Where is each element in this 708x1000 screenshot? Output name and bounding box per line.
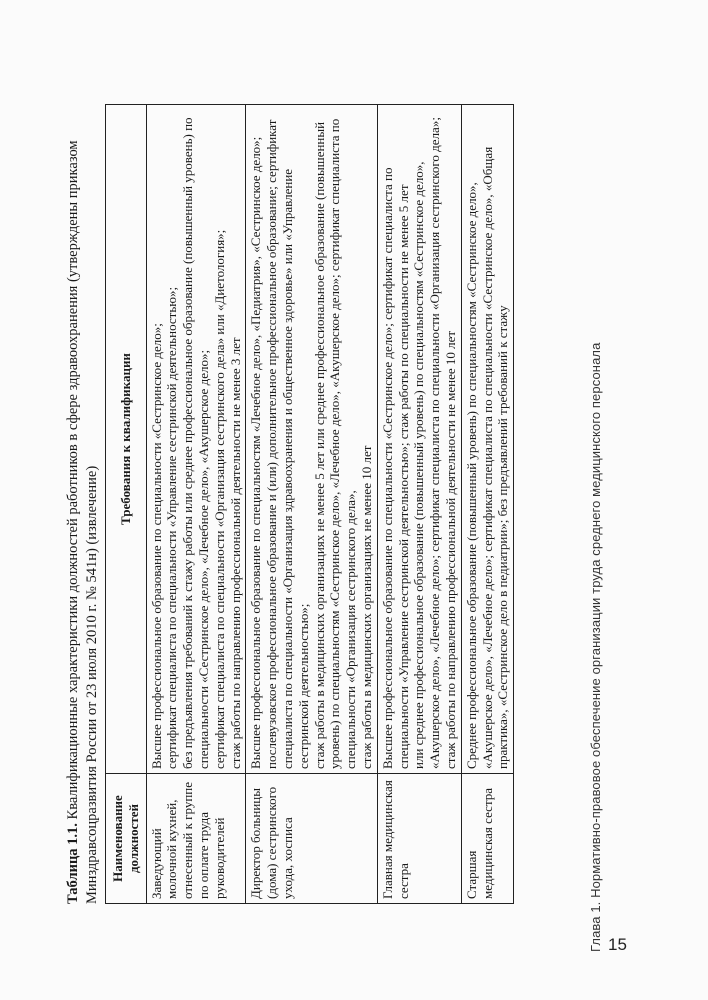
requirement-line: Высшее профессиональное образование по специальности «Сестринское дело»; сертификат специалиста по специальности «Управление сестринской деятельностью»; стаж работы по специальности не менее 5 лет xyxy=(379,167,411,769)
requirements-cell xyxy=(146,105,246,774)
table-caption-text: Квалификационные характеристики должностей работников в сфере здравоохранения (утверждены приказом Минздравсоцразвития России от 23 июля 2010 г. № 541н) (извлечение) xyxy=(65,140,100,904)
requirement-line: Высшее профессиональное образование по специальностям «Лечебное дело», «Педиатрия», «Сестринское дело»; послевузовское профессиональное образование и (или) дополнительное профессиональное образование; сертификат специалиста по специальности «Организация здравоохранения и общественное здоровье» или «Управление сестринской деятельностью»; xyxy=(248,119,311,769)
position-cell: Директор больницы (дома) сестринского ухода, хосписа xyxy=(246,774,377,904)
table-caption xyxy=(64,104,102,904)
position-cell: Старшая медицинская сестра xyxy=(461,774,513,904)
requirement-line: без предъявления требований к стажу работы или среднее профессиональное образование (повышенный уровень) по специальности «Сестринское дело», «Лечебное дело», «Акушерское дело»; xyxy=(180,117,211,769)
requirement-line: стаж работы в медицинских организациях не менее 5 лет или среднее профессиональное образование (повышенный уровень) по специальностям «Сестринское дело», «Лечебное дело», «Акушерское дело»; сертификат специалиста по специальности «Организация сестринского дела», xyxy=(311,118,359,769)
requirements-cell xyxy=(246,105,377,774)
requirement-line: Среднее профессиональное образование (повышенный уровень) по специальностям «Сестринское дело», «Акушерское дело», «Лечебное дело»; сертификат специалиста по специальности «Сестринское дело», «Общая практика», «Сестринское дело в педиатрии»; без предъявлений требований к стажу xyxy=(463,146,511,769)
table-row xyxy=(377,105,461,904)
requirements-cell xyxy=(377,105,461,774)
requirement-line: сертификат специалиста по специальности «Организация сестринского дела» или «Диетология»; xyxy=(211,229,227,769)
running-head: Глава 1. Нормативно-правовое обеспечение организации труда среднего медицинского персонала xyxy=(588,342,603,952)
qualification-table xyxy=(105,104,514,904)
table-row xyxy=(461,105,513,904)
requirement-line: или среднее профессиональное образование (повышенный уровень) по специальностям «Сестринское дело», «Акушерское дело», «Лечебное дело»; сертификат специалиста по специальности «Организация сестринского дела»; стаж работы по направлению профессиональной деятельности не менее 10 лет xyxy=(411,117,458,769)
header-position: Наименование должностей xyxy=(106,774,147,904)
table-caption-label: Таблица 1.1. xyxy=(65,823,81,904)
table-row xyxy=(146,105,246,904)
rotated-page-content xyxy=(60,72,650,952)
requirement-line: стаж работы по направлению профессиональной деятельности не менее 3 лет xyxy=(227,337,243,769)
position-cell: Главная медицинская сестра xyxy=(377,774,461,904)
requirement-line: стаж работы в медицинских организациях не менее 10 лет xyxy=(358,445,374,769)
requirement-line: сертификат специалиста по специальности «Управление сестринской деятельностью»; xyxy=(164,286,180,769)
position-cell: Заведующий молочной кухней, отнесенный к группе по оплате труда руководителей xyxy=(146,774,246,904)
page-number: 15 xyxy=(608,935,627,954)
header-requirements: Требования к квалификации xyxy=(106,105,147,774)
requirement-line: Высшее профессиональное образование по специальности «Сестринское дело»; xyxy=(148,323,164,769)
table-header-row xyxy=(106,105,147,904)
table-row xyxy=(246,105,377,904)
requirements-cell xyxy=(461,105,513,774)
